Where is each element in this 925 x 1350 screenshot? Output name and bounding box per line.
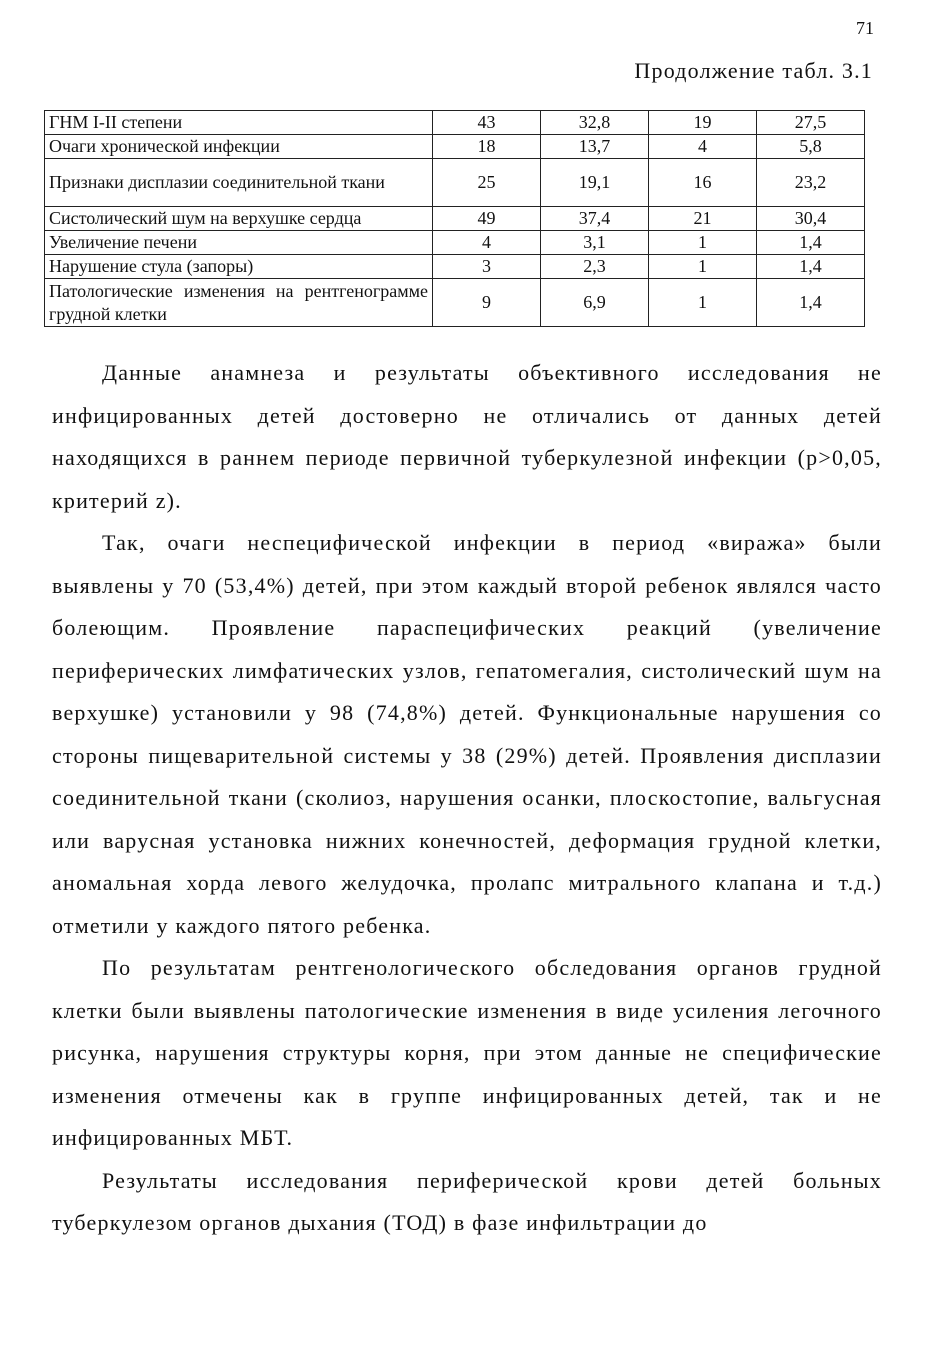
cell-value: 1,4 [757, 255, 865, 279]
page-number: 71 [856, 18, 874, 38]
cell-value: 16 [649, 159, 757, 207]
data-table [44, 110, 865, 327]
cell-value: 37,4 [541, 207, 649, 231]
cell-value: 5,8 [757, 135, 865, 159]
cell-value: 1 [649, 279, 757, 327]
row-label: Признаки дисплазии соединительной ткани [45, 159, 433, 207]
row-label: ГНМ I-II степени [45, 111, 433, 135]
body-text [52, 352, 882, 1245]
cell-value: 19 [649, 111, 757, 135]
row-label: Нарушение стула (запоры) [45, 255, 433, 279]
cell-value: 3 [433, 255, 541, 279]
cell-value: 13,7 [541, 135, 649, 159]
cell-value: 6,9 [541, 279, 649, 327]
cell-value: 43 [433, 111, 541, 135]
cell-value: 1,4 [757, 231, 865, 255]
table-row [45, 111, 865, 135]
row-label: Патологические изменения на рентгенограмме грудной клетки [45, 279, 433, 327]
table-row [45, 255, 865, 279]
cell-value: 49 [433, 207, 541, 231]
cell-value: 23,2 [757, 159, 865, 207]
table-row [45, 135, 865, 159]
table-row [45, 207, 865, 231]
cell-value: 1 [649, 231, 757, 255]
cell-value: 19,1 [541, 159, 649, 207]
cell-value: 1,4 [757, 279, 865, 327]
cell-value: 1 [649, 255, 757, 279]
row-label: Увеличение печени [45, 231, 433, 255]
cell-value: 27,5 [757, 111, 865, 135]
paragraph: Так, очаги неспецифической инфекции в период «виража» были выявлены у 70 (53,4%) детей, при этом каждый второй ребенок являлся часто болеющим. Проявление параспецифических реакций (увеличение периферических лимфатических узлов, гепатомегалия, систолический шум на верхушке) установили у 98 (74,8%) детей. Функциональные нарушения со стороны пищеварительной системы у 38 (29%) детей. Проявления дисплазии соединительной ткани (сколиоз, нарушения осанки, плоскостопие, вальгусная или варусная установка нижних конечностей, деформация грудной клетки, аномальная хорда левого желудочка, пролапс митрального клапана и т.д.) отметили у каждого пятого ребенка. [52, 530, 882, 938]
table-row [45, 231, 865, 255]
row-label: Систолический шум на верхушке сердца [45, 207, 433, 231]
paragraph: По результатам рентгенологического обследования органов грудной клетки были выявлены патологические изменения в виде усиления легочного рисунка, нарушения структуры корня, при этом данные не специфические изменения отмечены как в группе инфицированных детей, так и не инфицированных МБТ. [52, 955, 882, 1150]
paragraph: Данные анамнеза и результаты объективного исследования не инфицированных детей достоверно не отличались от данных детей находящихся в раннем периоде первичной туберкулезной инфекции (p>0,05, критерий z). [52, 360, 882, 513]
cell-value: 30,4 [757, 207, 865, 231]
table-continuation-label: Продолжение табл. 3.1 [634, 58, 873, 83]
row-label: Очаги хронической инфекции [45, 135, 433, 159]
paragraph: Результаты исследования периферической крови детей больных туберкулезом органов дыхания (ТОД) в фазе инфильтрации до [52, 1167, 882, 1235]
table-row [45, 159, 865, 207]
cell-value: 9 [433, 279, 541, 327]
cell-value: 3,1 [541, 231, 649, 255]
table-row [45, 279, 865, 327]
cell-value: 25 [433, 159, 541, 207]
cell-value: 4 [433, 231, 541, 255]
cell-value: 4 [649, 135, 757, 159]
cell-value: 18 [433, 135, 541, 159]
cell-value: 2,3 [541, 255, 649, 279]
cell-value: 32,8 [541, 111, 649, 135]
cell-value: 21 [649, 207, 757, 231]
